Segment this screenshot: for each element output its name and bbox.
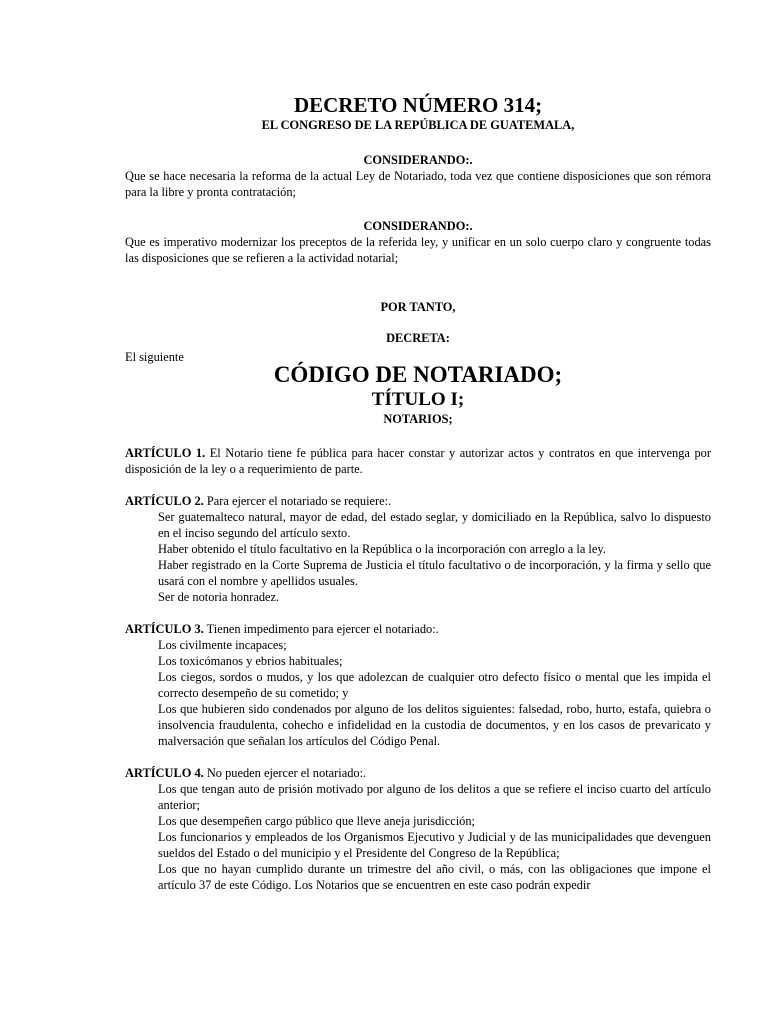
considerando-text-1: Que se hace necesaria la reforma de la actual Ley de Notariado, toda vez que contiene disposiciones que son rémora para la libre y pronta contratación; [125,169,711,199]
titulo-heading: TÍTULO I; [371,389,465,410]
codigo-title: CÓDIGO DE NOTARIADO; [273,362,563,387]
article-4-text: No pueden ejercer el notariado:. [203,766,367,780]
article-2-text: Para ejercer el notariado se requiere:. [203,494,392,508]
por-tanto: POR TANTO, [380,300,456,314]
document-body [125,92,711,893]
considerando-heading-2: CONSIDERANDO:. [363,219,473,233]
list-item: Haber obtenido el título facultativo en la República o la incorporación con arreglo a la ley. [158,542,606,556]
list-item: Los ciegos, sordos o mudos, y los que adolezcan de cualquier otro defecto físico o mental que les impida el correcto desempeño de su cometido; y [158,670,711,700]
notarios-heading: NOTARIOS; [383,412,453,426]
considerando-heading-1: CONSIDERANDO:. [363,153,473,167]
article-1-label: ARTÍCULO 1. [125,446,206,460]
decree-subtitle: EL CONGRESO DE LA REPÚBLICA DE GUATEMALA, [261,118,575,132]
list-item: Los civilmente incapaces; [158,638,287,652]
article-4 [125,765,711,781]
considerando-text-2: Que es imperativo modernizar los preceptos de la referida ley, y unificar en un solo cuerpo claro y congruente todas las disposiciones que se refieren a la actividad notarial; [125,235,711,265]
list-item: Los toxicómanos y ebrios habituales; [158,654,343,668]
list-item: Ser de notoria honradez. [158,590,280,604]
list-item: Ser guatemalteco natural, mayor de edad, del estado seglar, y domiciliado en la República, salvo lo dispuesto en el inciso segundo del artículo sexto. [158,510,711,540]
article-2 [125,493,711,509]
list-item: Los funcionarios y empleados de los Organismos Ejecutivo y Judicial y de las municipalidades que devenguen sueldos del Estado o del municipio y el Presidente del Congreso de la República; [158,830,711,860]
el-siguiente: El siguiente [125,350,184,364]
decreta: DECRETA: [386,331,450,345]
decree-title: DECRETO NÚMERO 314; [293,93,543,117]
list-item: Haber registrado en la Corte Suprema de Justicia el título facultativo o de incorporación, y la firma y sello que usará con el nombre y apellidos usuales. [158,558,711,588]
list-item: Los que tengan auto de prisión motivado por alguno de los delitos a que se refiere el inciso cuarto del artículo anterior; [158,782,711,812]
article-4-items [125,781,711,893]
article-4-label: ARTÍCULO 4. [125,766,204,780]
list-item: Los que hubieren sido condenados por alguno de los delitos siguientes: falsedad, robo, hurto, estafa, quiebra o insolvencia fraudulenta, cohecho e infidelidad en la custodia de documentos, y en los casos de prevaricato y malversación que señalan los artículos del Código Penal. [158,702,711,748]
article-3-text: Tienen impedimento para ejercer el notariado:. [203,622,439,636]
article-2-label: ARTÍCULO 2. [125,494,204,508]
article-1 [125,445,711,477]
article-3-items [125,637,711,749]
list-item: Los que desempeñen cargo público que lleve aneja jurisdicción; [158,814,476,828]
article-3 [125,621,711,637]
article-1-text: El Notario tiene fe pública para hacer constar y autorizar actos y contratos en que intervenga por disposición de la ley o a requerimiento de parte. [125,446,711,476]
list-item: Los que no hayan cumplido durante un trimestre del año civil, o más, con las obligaciones que impone el artículo 37 de este Código. Los Notarios que se encuentren en este caso podrán expedir [158,862,711,892]
article-3-label: ARTÍCULO 3. [125,622,204,636]
article-2-items [125,509,711,605]
